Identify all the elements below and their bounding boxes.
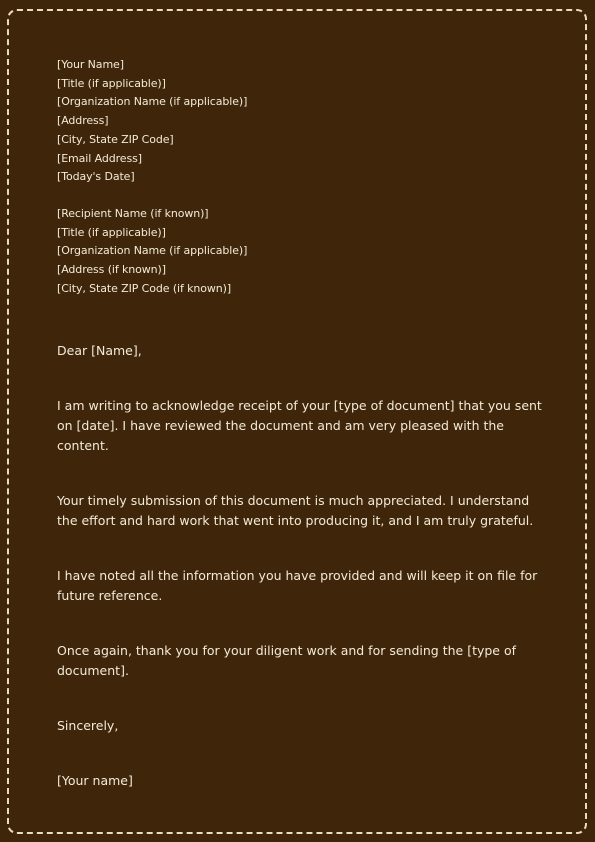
- sender-name: [Your Name]: [57, 58, 124, 71]
- recipient-address-block: [57, 205, 547, 299]
- closing: Sincerely,: [57, 718, 119, 734]
- letter-date: [Today's Date]: [57, 170, 135, 184]
- recipient-address: [Address (if known)]: [57, 263, 166, 277]
- recipient-name: [Recipient Name (if known)]: [57, 206, 209, 220]
- recipient-organization: [Organization Name (if applicable)]: [57, 244, 248, 258]
- body-paragraph-1: I am writing to acknowledge receipt of your [type of document] that you sent on [date]. I have reviewed the document and am very pleased with the content.: [57, 398, 542, 454]
- sender-address: [Address]: [57, 114, 109, 128]
- sender-organization: [Organization Name (if applicable)]: [57, 95, 248, 109]
- recipient-title: [Title (if applicable)]: [57, 225, 166, 239]
- salutation: Dear [Name],: [57, 343, 142, 359]
- sender-address-block: [57, 56, 547, 187]
- body-paragraph-2: Your timely submission of this document is much appreciated. I understand the effort and hard work that went into producing it, and I am truly grateful.: [57, 493, 534, 529]
- body-paragraph-3: I have noted all the information you have provided and will keep it on file for future reference.: [57, 568, 538, 604]
- signature-name: [Your name]: [57, 773, 133, 789]
- letter-content: [57, 56, 547, 791]
- sender-city-state-zip: [City, State ZIP Code]: [57, 132, 174, 146]
- sender-email: [Email Address]: [57, 151, 142, 165]
- sender-title: [Title (if applicable)]: [57, 76, 166, 90]
- body-paragraph-4: Once again, thank you for your diligent work and for sending the [type of document].: [57, 643, 517, 679]
- recipient-city-state-zip: [City, State ZIP Code (if known)]: [57, 281, 232, 295]
